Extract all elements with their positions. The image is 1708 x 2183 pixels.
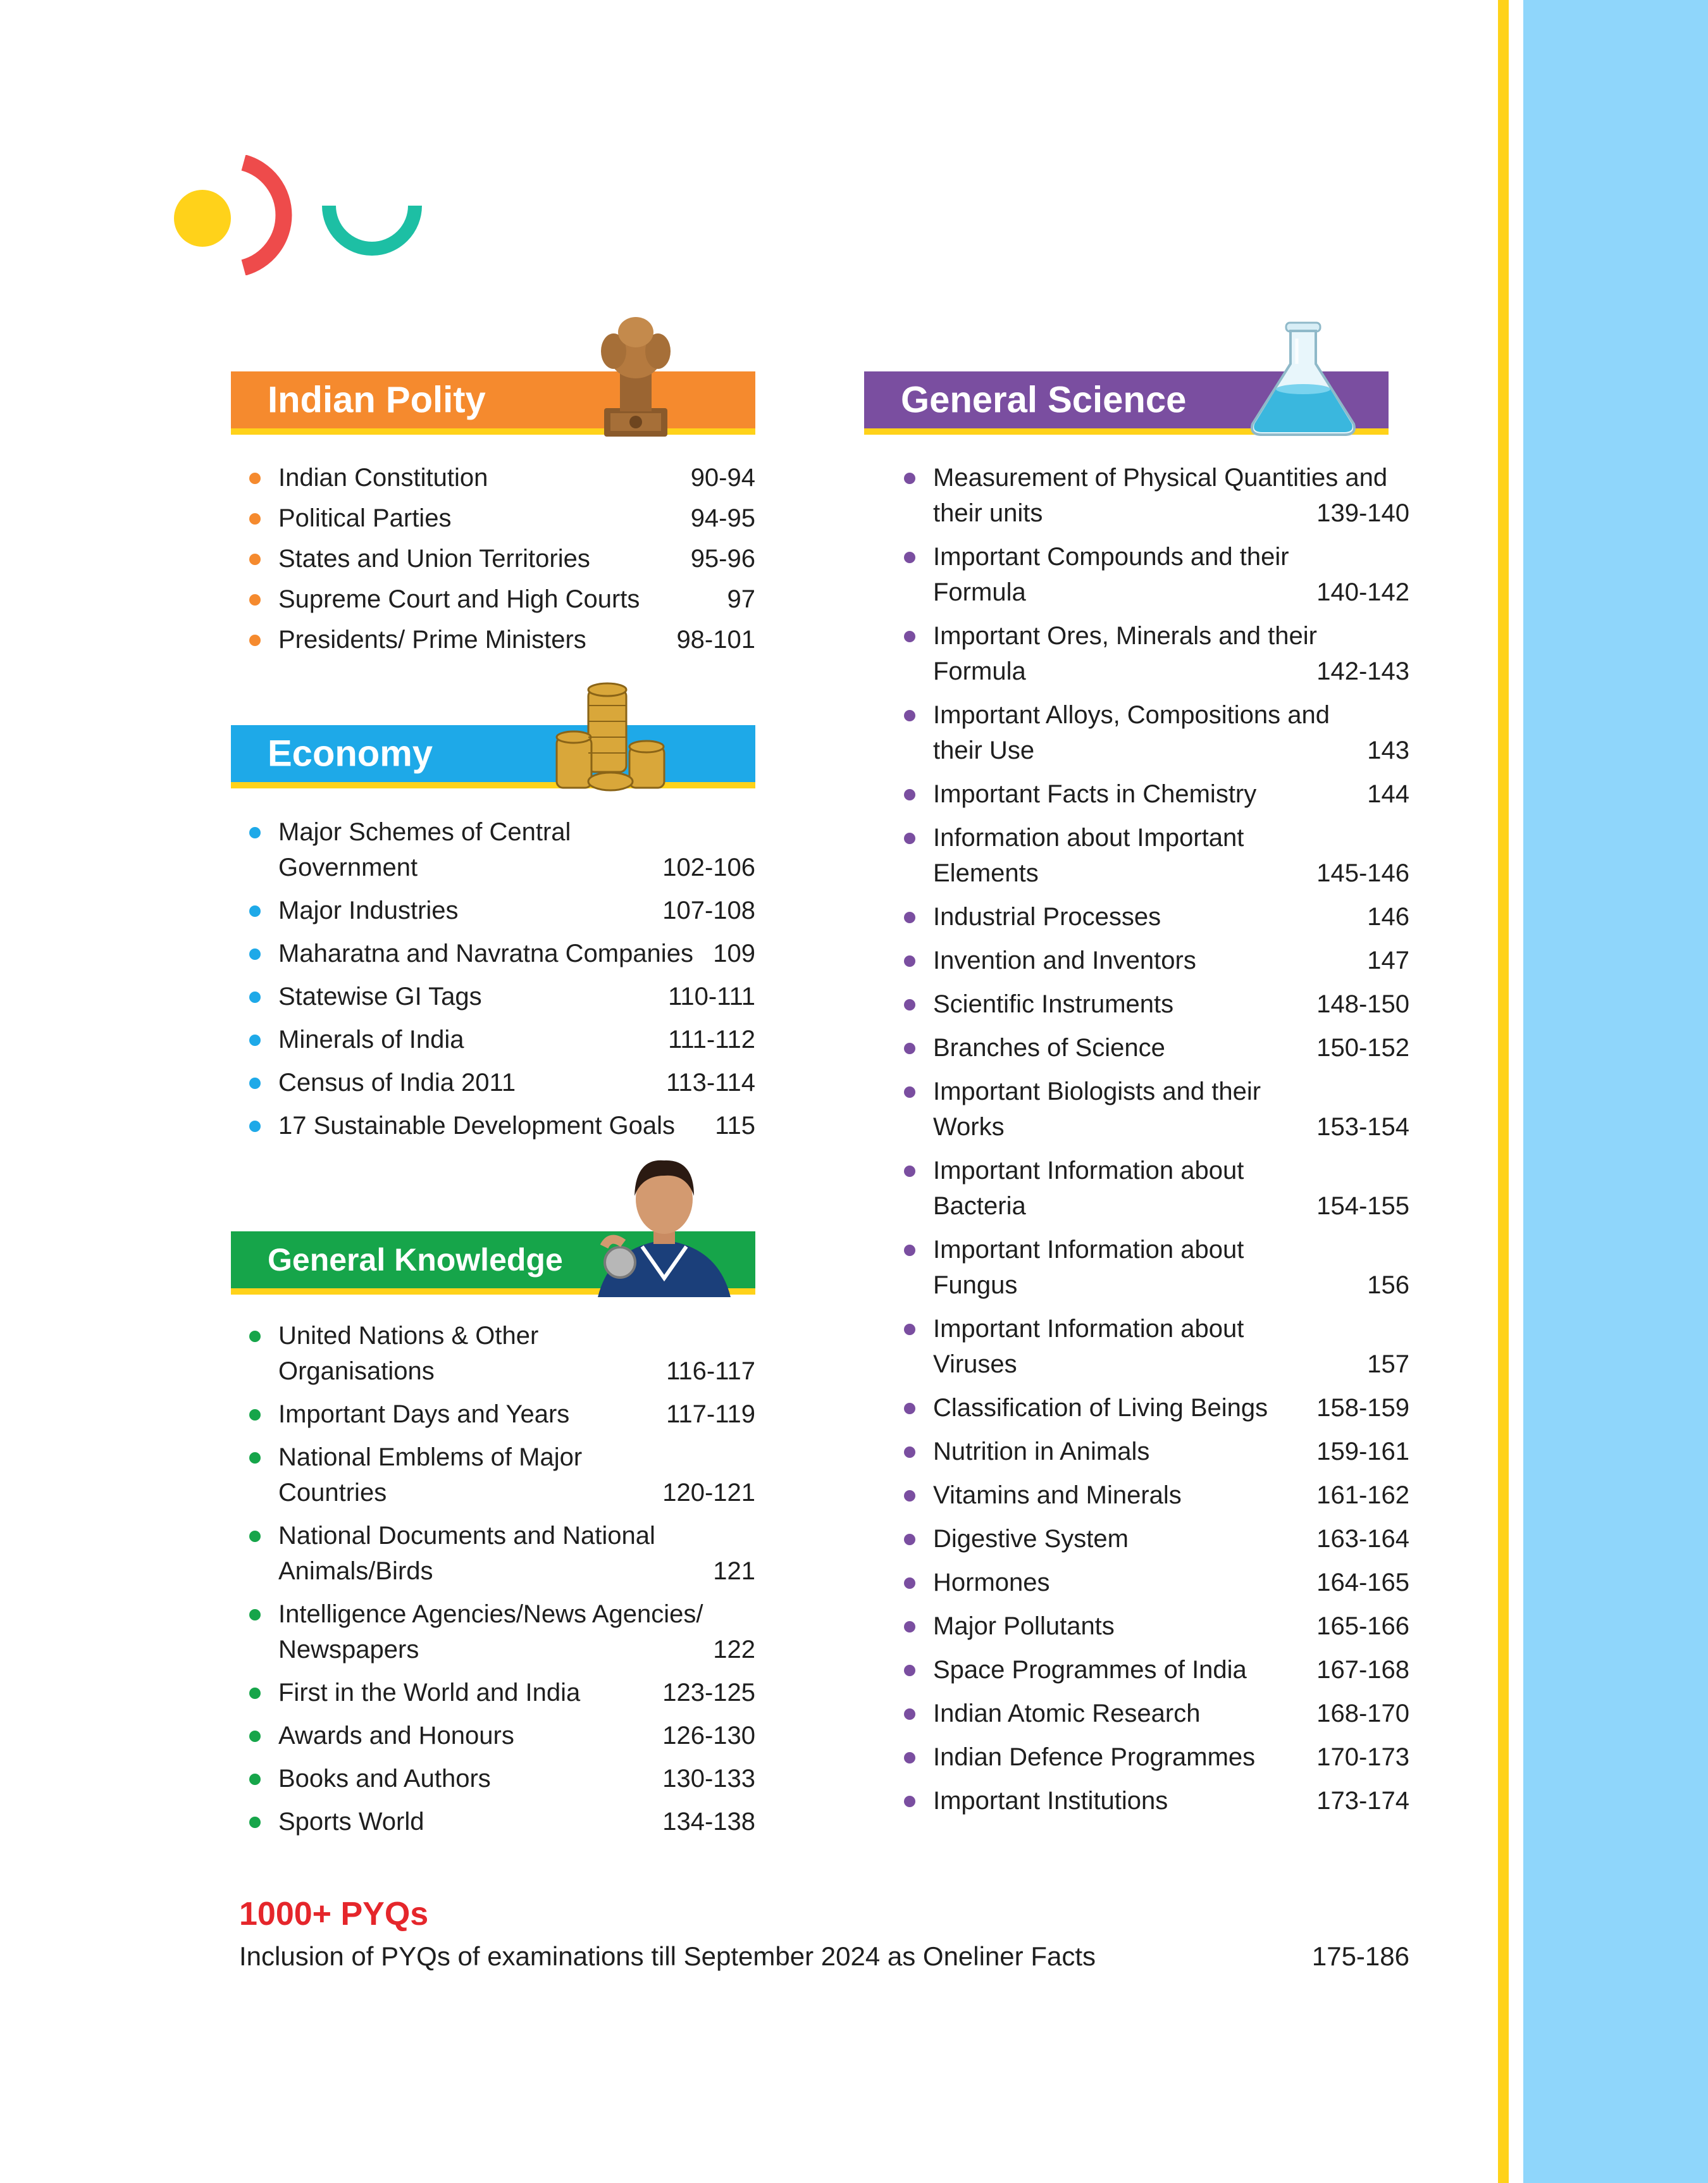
list-item[interactable]: Important Information about Bacteria 154-155 — [933, 1153, 1409, 1224]
bullet-icon — [904, 1621, 915, 1633]
ashoka-emblem-icon — [591, 313, 680, 440]
list-item[interactable]: Invention and Inventors 147 — [933, 943, 1409, 978]
bullet-icon — [904, 631, 915, 642]
bullet-icon — [904, 1577, 915, 1589]
pyq-description: Inclusion of PYQs of examinations till September 2024 as Oneliner Facts — [239, 1941, 1096, 1971]
list-item[interactable]: Major Pollutants 165-166 — [933, 1608, 1409, 1644]
side-panel-blue — [1523, 0, 1708, 2183]
bullet-icon — [904, 1324, 915, 1335]
list-item[interactable]: Sports World 134-138 — [278, 1804, 755, 1839]
bullet-icon — [904, 1490, 915, 1502]
section-title-economy: Economy — [268, 733, 433, 774]
bullet-icon — [249, 992, 261, 1003]
bullet-icon — [904, 552, 915, 563]
list-item[interactable]: National Documents and National Animals/Birds 121 — [278, 1518, 755, 1589]
list-item[interactable]: Presidents/ Prime Ministers 98-101 — [278, 622, 755, 657]
list-item[interactable]: Classification of Living Beings 158-159 — [933, 1390, 1409, 1426]
list-item[interactable]: Important Ores, Minerals and their Formula 142-143 — [933, 618, 1409, 689]
list-item[interactable]: Indian Atomic Research 168-170 — [933, 1696, 1409, 1731]
section-title-indian-polity: Indian Polity — [268, 379, 486, 421]
bullet-icon — [249, 1035, 261, 1046]
list-item[interactable]: Indian Constitution 90-94 — [278, 460, 755, 495]
list-item[interactable]: Political Parties 94-95 — [278, 501, 755, 536]
list-item[interactable]: Minerals of India 111-112 — [278, 1022, 755, 1057]
bullet-icon — [249, 1409, 261, 1421]
pyq-page-range: 175-186 — [1311, 1941, 1409, 1971]
list-item[interactable]: Important Facts in Chemistry 144 — [933, 776, 1409, 812]
bullet-icon — [249, 905, 261, 917]
bullet-icon — [904, 710, 915, 721]
bullet-icon — [249, 1331, 261, 1342]
list-item[interactable]: Scientific Instruments 148-150 — [933, 986, 1409, 1022]
bullet-icon — [249, 513, 261, 525]
list-item[interactable]: Hormones 164-165 — [933, 1565, 1409, 1600]
bullet-icon — [249, 473, 261, 484]
bullet-icon — [249, 554, 261, 565]
bullet-icon — [904, 1796, 915, 1807]
decorative-shapes-icon — [171, 155, 436, 275]
bullet-icon — [249, 1121, 261, 1132]
bullet-icon — [249, 1452, 261, 1464]
list-general-knowledge — [278, 1318, 755, 1847]
list-item[interactable]: Maharatna and Navratna Companies 109 — [278, 936, 755, 971]
list-item[interactable]: States and Union Territories 95-96 — [278, 541, 755, 576]
bullet-icon — [249, 1531, 261, 1542]
bullet-icon — [904, 1665, 915, 1676]
list-item[interactable]: Statewise GI Tags 110-111 — [278, 979, 755, 1014]
bullet-icon — [904, 955, 915, 967]
bullet-icon — [904, 1043, 915, 1054]
bullet-icon — [249, 1774, 261, 1785]
list-item[interactable]: National Emblems of Major Countries 120-121 — [278, 1440, 755, 1510]
list-item[interactable]: Important Institutions 173-174 — [933, 1783, 1409, 1819]
pyq-heading: 1000+ PYQs — [239, 1896, 429, 1932]
list-item[interactable]: United Nations & Other Organisations 116-117 — [278, 1318, 755, 1389]
bullet-icon — [904, 1534, 915, 1545]
list-general-science — [933, 460, 1409, 1827]
bullet-icon — [904, 999, 915, 1011]
bullet-icon — [904, 1403, 915, 1414]
bullet-icon — [249, 1078, 261, 1089]
list-item[interactable]: Industrial Processes 146 — [933, 899, 1409, 935]
side-stripe-yellow — [1498, 0, 1509, 2183]
list-indian-polity — [278, 460, 755, 662]
bullet-icon — [904, 1446, 915, 1458]
bullet-icon — [249, 827, 261, 838]
bullet-icon — [249, 635, 261, 646]
list-item[interactable]: Nutrition in Animals 159-161 — [933, 1434, 1409, 1469]
list-economy — [278, 814, 755, 1151]
bullet-icon — [904, 833, 915, 844]
bullet-icon — [904, 473, 915, 484]
list-item[interactable]: Important Alloys, Compositions and their Use 143 — [933, 697, 1409, 768]
list-item[interactable]: Supreme Court and High Courts 97 — [278, 582, 755, 617]
bullet-icon — [904, 1166, 915, 1177]
bullet-icon — [249, 594, 261, 606]
list-item[interactable]: Important Information about Viruses 157 — [933, 1311, 1409, 1382]
section-band-economy — [231, 725, 755, 788]
list-item[interactable]: Measurement of Physical Quantities and their units 139-140 — [933, 460, 1409, 531]
list-item[interactable]: Important Biologists and their Works 153-154 — [933, 1074, 1409, 1145]
list-item[interactable]: Intelligence Agencies/News Agencies/ Newspapers 122 — [278, 1596, 755, 1667]
section-title-general-science: General Science — [901, 379, 1187, 421]
section-title-general-knowledge: General Knowledge — [268, 1242, 563, 1278]
bullet-icon — [904, 1752, 915, 1763]
list-item[interactable]: 17 Sustainable Development Goals 115 — [278, 1108, 755, 1143]
bullet-icon — [904, 1245, 915, 1256]
bullet-icon — [904, 789, 915, 800]
bullet-icon — [249, 1817, 261, 1828]
list-item[interactable]: Branches of Science 150-152 — [933, 1030, 1409, 1066]
list-item[interactable]: Vitamins and Minerals 161-162 — [933, 1477, 1409, 1513]
list-item[interactable]: Books and Authors 130-133 — [278, 1761, 755, 1796]
coins-icon — [550, 677, 671, 797]
bullet-icon — [904, 1086, 915, 1098]
bullet-icon — [904, 1708, 915, 1720]
list-item[interactable]: First in the World and India 123-125 — [278, 1675, 755, 1710]
list-item[interactable]: Space Programmes of India 167-168 — [933, 1652, 1409, 1688]
list-item[interactable]: Digestive System 163-164 — [933, 1521, 1409, 1557]
bullet-icon — [904, 912, 915, 923]
flask-icon — [1243, 320, 1363, 440]
list-item[interactable]: Census of India 2011 113-114 — [278, 1065, 755, 1100]
list-item[interactable]: Major Industries 107-108 — [278, 893, 755, 928]
list-item[interactable]: Indian Defence Programmes 170-173 — [933, 1739, 1409, 1775]
bullet-icon — [249, 948, 261, 960]
list-item[interactable]: Important Information about Fungus 156 — [933, 1232, 1409, 1303]
bullet-icon — [249, 1609, 261, 1620]
list-item[interactable]: Important Compounds and their Formula 140-142 — [933, 539, 1409, 610]
list-item[interactable]: Important Days and Years 117-119 — [278, 1396, 755, 1432]
athlete-medal-icon — [585, 1152, 743, 1297]
bullet-icon — [249, 1731, 261, 1742]
bullet-icon — [249, 1688, 261, 1699]
list-item[interactable]: Major Schemes of Central Government 102-106 — [278, 814, 755, 885]
list-item[interactable]: Awards and Honours 126-130 — [278, 1718, 755, 1753]
list-item[interactable]: Information about Important Elements 145-146 — [933, 820, 1409, 891]
